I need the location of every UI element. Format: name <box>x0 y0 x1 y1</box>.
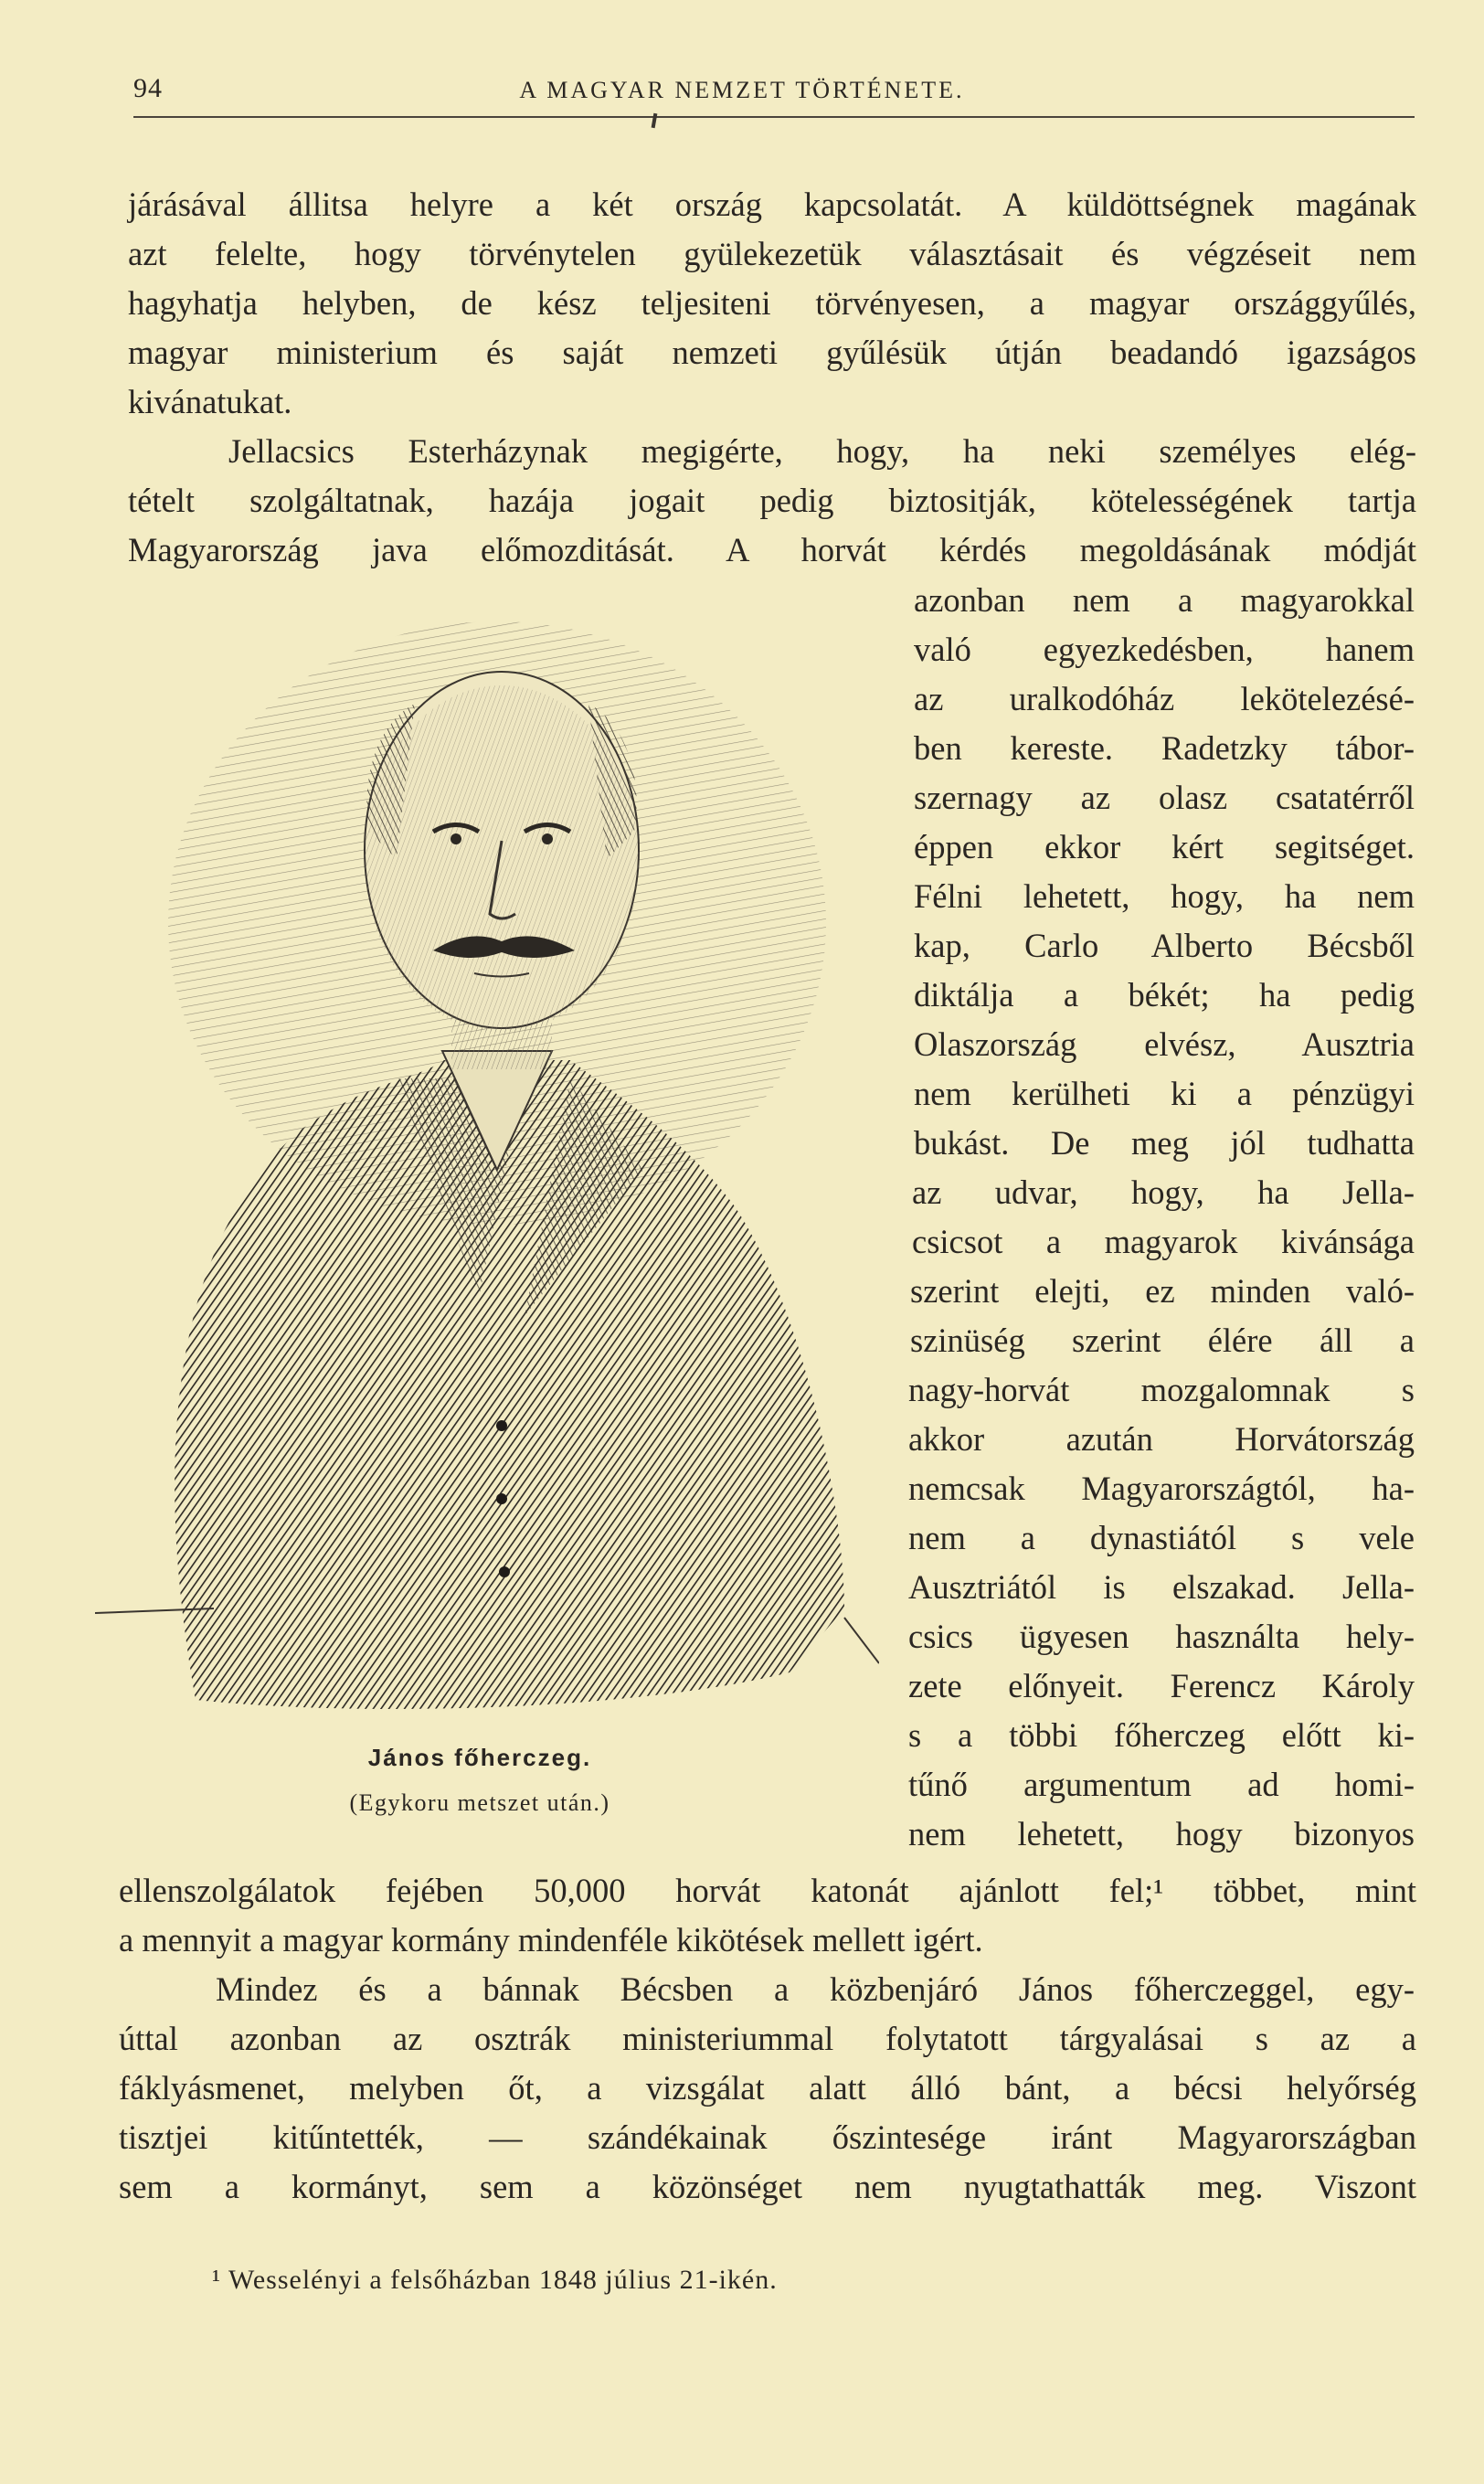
running-title: A MAGYAR NEMZET TÖRTÉNETE. <box>519 77 965 103</box>
text-line: szernagy az olasz csatatérről <box>914 779 1415 816</box>
portrait-engraving <box>95 621 879 1718</box>
text-line: a mennyit a magyar kormány mindenféle kikötések mellett igért. <box>119 1921 983 1959</box>
text-line: Félni lehetett, hogy, ha nem <box>914 877 1415 915</box>
text-line: ben kereste. Radetzky tábor- <box>914 729 1415 767</box>
text-line: nagy-horvát mozgalomnak s <box>908 1371 1415 1408</box>
page-number: 94 <box>133 73 163 103</box>
text-line: éppen ekkor kért segitséget. <box>914 828 1415 865</box>
text-line: kap, Carlo Alberto Bécsből <box>914 927 1415 964</box>
text-line: Ausztriától is elszakad. Jella- <box>908 1568 1415 1606</box>
text-line: s a többi főherczeg előtt ki- <box>908 1716 1415 1754</box>
text-line: nemcsak Magyarországtól, ha- <box>908 1470 1415 1507</box>
text-line: sem a kormányt, sem a közönséget nem nyugtathatták meg. Viszont <box>119 2168 1416 2205</box>
text-line: nem a dynastiától s vele <box>908 1519 1415 1556</box>
text-line: hagyhatja helyben, de kész teljesiteni törvényesen, a magyar országgyűlés, <box>128 284 1416 322</box>
text-line: zete előnyeit. Ferencz Károly <box>908 1667 1415 1704</box>
text-line: nem lehetett, hogy bizonyos <box>908 1815 1415 1852</box>
text-line: az udvar, hogy, ha Jella- <box>912 1173 1415 1211</box>
text-line: tételt szolgáltatnak, hazája jogait pedig biztositják, kötelességének tartja <box>128 482 1416 519</box>
text-line: az uralkodóház lekötelezésé- <box>914 680 1415 717</box>
text-line: szerint elejti, ez minden való- <box>910 1272 1415 1310</box>
text-line: szinüség szerint élére áll a <box>910 1322 1415 1359</box>
text-line: csics ügyesen használta hely- <box>908 1618 1415 1655</box>
text-line: tűnő argumentum ad homi- <box>908 1766 1415 1803</box>
text-line: csicsot a magyarok kivánsága <box>912 1223 1415 1260</box>
text-line: Magyarország java előmozditását. A horvát kérdés megoldásának módját <box>128 531 1416 568</box>
figure-caption-source: (Egykoru metszet után.) <box>349 1789 610 1816</box>
text-line: Mindez és a bánnak Bécsben a közbenjáró János főherczeggel, egy- <box>216 1970 1415 2008</box>
text-line: diktálja a békét; ha pedig <box>914 976 1415 1014</box>
text-line: magyar ministerium és saját nemzeti gyűlésük útján beadandó igazságos <box>128 334 1416 371</box>
text-line: fáklyásmenet, melyben őt, a vizsgálat alatt álló bánt, a bécsi helyőrség <box>119 2069 1416 2107</box>
text-line: kivánatukat. <box>128 383 292 420</box>
text-line: járásával állitsa helyre a két ország kapcsolatát. A küldöttségnek magának <box>128 186 1416 223</box>
header-rule <box>133 116 1415 118</box>
footnote: ¹ Wesselényi a felsőházban 1848 július 21-ikén. <box>212 2265 778 2295</box>
text-line: úttal azonban az osztrák ministeriummal folytatott tárgyalásai s az a <box>119 2020 1416 2057</box>
text-line: nem kerülheti ki a pénzügyi <box>914 1075 1415 1112</box>
text-line: tisztjei kitűntették, — szándékainak őszintesége iránt Magyarországban <box>119 2118 1416 2156</box>
text-line: bukást. De meg jól tudhatta <box>914 1124 1415 1162</box>
text-line: ellenszolgálatok fejében 50,000 horvát katonát ajánlott fel;¹ többet, mint <box>119 1872 1416 1909</box>
text-line: való egyezkedésben, hanem <box>914 631 1415 668</box>
text-line: akkor azután Horvátország <box>908 1420 1415 1458</box>
text-line: azonban nem a magyarokkal <box>914 581 1415 619</box>
text-line: Olaszország elvész, Ausztria <box>914 1025 1415 1063</box>
figure-caption-name: János főherczeg. <box>367 1744 592 1771</box>
text-line: azt felelte, hogy törvénytelen gyülekezetük választásait és végzéseit nem <box>128 235 1416 272</box>
text-line: Jellacsics Esterházynak megigérte, hogy, ha neki személyes elég- <box>228 432 1416 470</box>
